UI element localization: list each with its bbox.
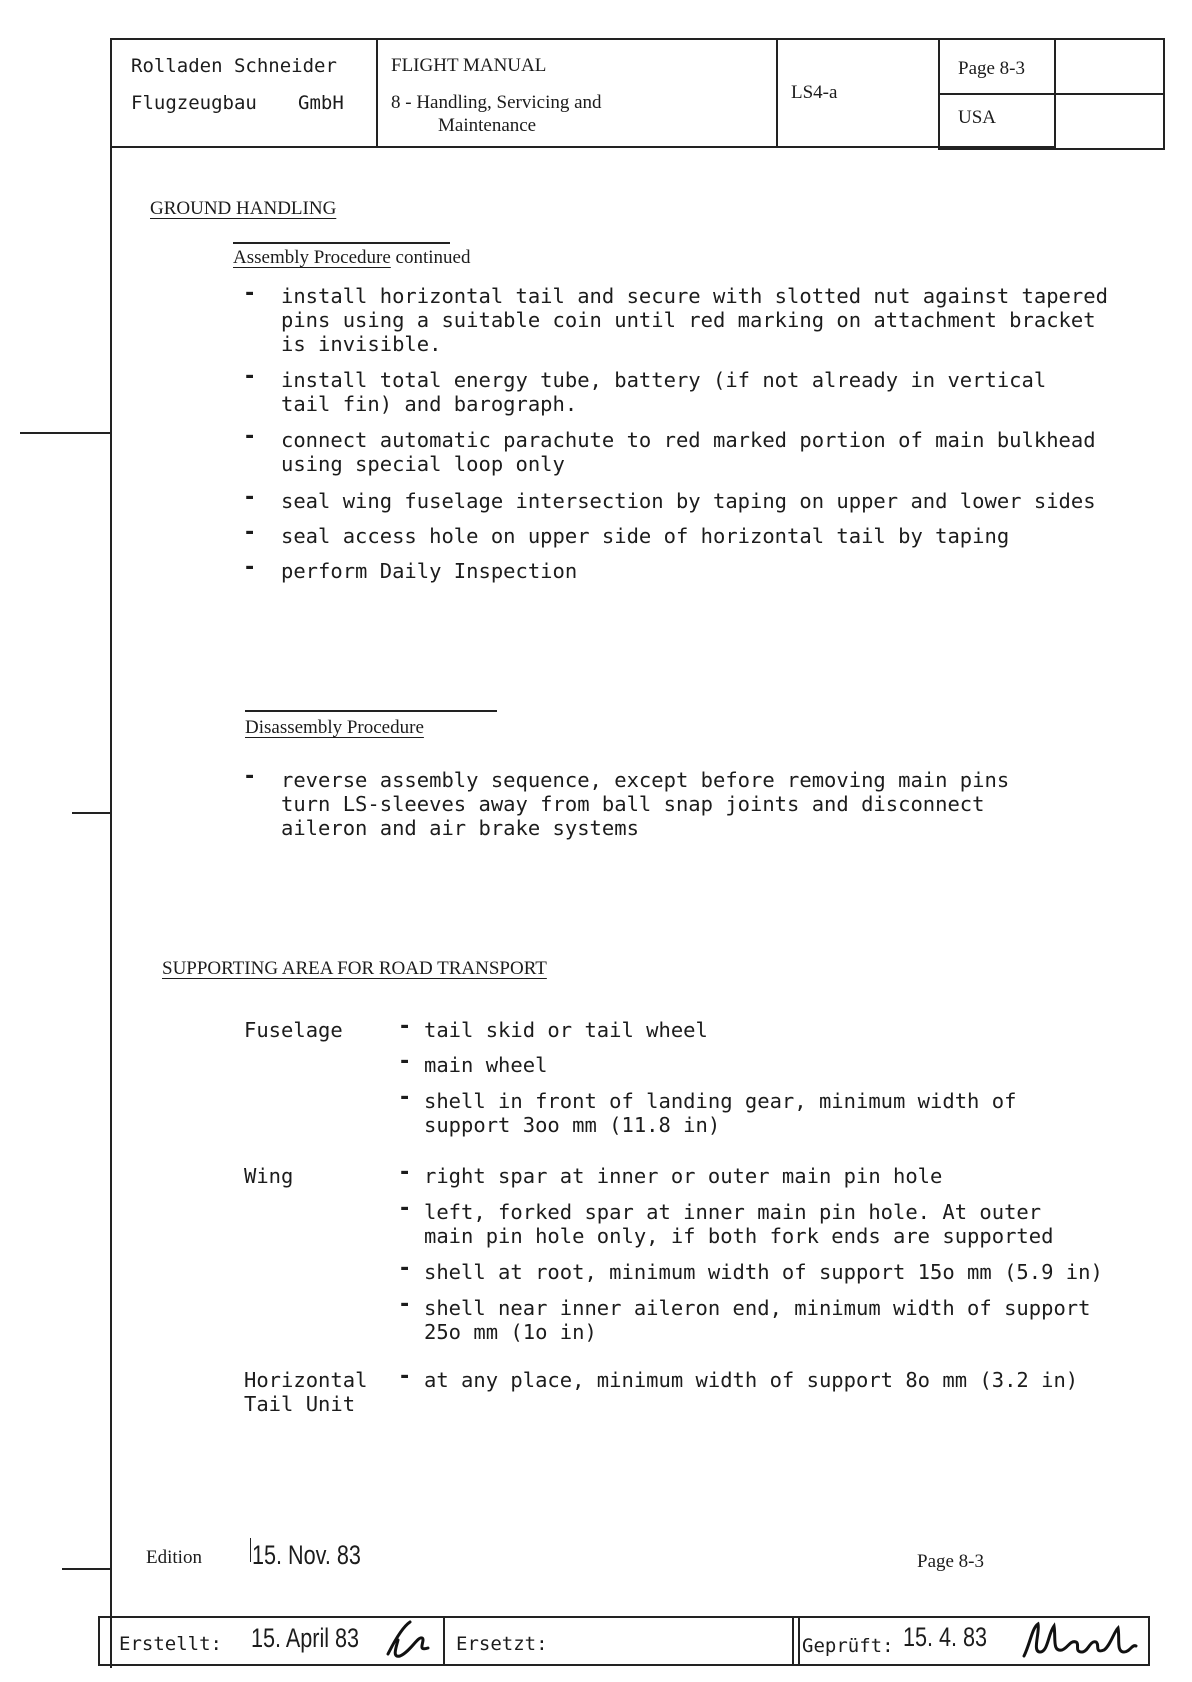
geprueft-date: 15. 4. 83 [903,1622,988,1652]
edition-label: Edition [146,1547,202,1568]
list-item [424,1200,1053,1248]
signature-mark [382,1618,434,1662]
assembly-title: Assembly Procedure [233,247,391,268]
list-item [424,1296,1090,1344]
list-item [424,1089,1016,1137]
list-item-line: shell in front of landing gear, minimum width of [424,1089,1017,1113]
group-label-horizontal-tail [244,1368,367,1416]
list-item-line: reverse assembly sequence, except before removing main pins [281,768,1010,792]
bullet-dash: - [398,1085,412,1110]
list-item-line: pins using a suitable coin until red marking on attachment bracket [281,308,1096,332]
list-item [281,559,577,583]
footer-page-number: Page 8-3 [917,1551,985,1572]
footer-divider-2 [792,1616,794,1666]
bullet-dash: - [398,1160,412,1185]
bullet-dash: - [398,1364,412,1389]
edition-date: 15. Nov. 83 [252,1540,361,1570]
list-item: at any place, minimum width of support 8o mm (3.2 in) [424,1368,1079,1392]
left-margin-line [110,146,112,1668]
company-legal-form: GmbH [298,92,344,114]
footer-divider-2b [798,1616,800,1666]
disassembly-heading-rule [245,710,497,712]
edition-tick [250,1538,251,1562]
header-page-number: Page 8-3 [958,58,1026,79]
bullet-dash: - [398,1196,412,1221]
assembly-heading-rule [233,242,450,244]
list-item-line: install horizontal tail and secure with slotted nut against tapered [281,284,1108,308]
chapter-title-cont: Maintenance [438,115,537,136]
signature-mark [1018,1618,1138,1662]
model-label: LS4-a [791,82,838,103]
bullet-dash: - [243,764,257,789]
margin-tick [72,812,110,814]
list-item: right spar at inner or outer main pin hole [424,1164,943,1188]
list-item-line: perform Daily Inspection [281,559,578,583]
section-title-road-transport: SUPPORTING AREA FOR ROAD TRANSPORT [162,958,547,979]
bullet-dash: - [243,364,257,389]
list-item [281,768,1009,840]
disassembly-title: Disassembly Procedure [245,717,424,738]
company-type: Flugzeugbau [131,92,257,114]
list-item-line: tail fin) and barograph. [281,392,578,416]
margin-tick [20,432,110,434]
bullet-dash: - [243,485,257,510]
header-country: USA [958,107,997,128]
group-label-wing: Wing [244,1164,294,1188]
footer-divider-1 [443,1616,445,1666]
list-item-line: is invisible. [281,332,442,356]
group-label-line: Tail Unit [244,1392,356,1416]
bullet-dash: - [243,520,257,545]
list-item [281,428,1096,476]
list-item-line: using special loop only [281,452,565,476]
list-item: shell at root, minimum width of support 15o mm (5.9 in) [424,1260,1103,1284]
margin-tick [62,1568,110,1570]
bullet-dash: - [243,555,257,580]
list-item-line: aileron and air brake systems [281,816,639,840]
list-item: main wheel [424,1053,548,1077]
group-label-line: Horizontal [244,1368,368,1392]
assembly-heading [233,246,470,270]
list-item [281,284,1108,356]
list-item-line: seal wing fuselage intersection by taping on upper and lower sides [281,489,1096,513]
list-item-line: 25o mm (1o in) [424,1320,597,1344]
list-item: tail skid or tail wheel [424,1018,708,1042]
erstellt-label: Erstellt: [119,1633,222,1655]
company-name: Rolladen Schneider [131,55,337,77]
manual-title: FLIGHT MANUAL [391,55,547,76]
list-item-line: install total energy tube, battery (if not already in vertical [281,368,1047,392]
section-title-ground-handling: GROUND HANDLING [150,198,337,219]
list-item [281,489,1096,513]
bullet-dash: - [243,281,257,306]
list-item-line: turn LS-sleeves away from ball snap joints and disconnect [281,792,985,816]
header-page-divider [938,93,1165,95]
list-item-line: left, forked spar at inner main pin hole. At outer [424,1200,1042,1224]
list-item-line: main pin hole only, if both fork ends are supported [424,1224,1054,1248]
list-item-line: connect automatic parachute to red marked portion of main bulkhead [281,428,1096,452]
bullet-dash: - [398,1049,412,1074]
list-item [281,368,1046,416]
list-item-line: support 3oo mm (11.8 in) [424,1113,721,1137]
list-item [281,524,1009,548]
header-divider-2 [776,38,778,148]
chapter-title: 8 - Handling, Servicing and [391,92,602,113]
ersetzt-label: Ersetzt: [456,1633,548,1655]
header-divider-1 [376,38,378,148]
bullet-dash: - [398,1292,412,1317]
erstellt-date: 15. April 83 [251,1623,360,1653]
bullet-dash: - [398,1256,412,1281]
geprueft-label: Geprüft: [802,1635,894,1657]
assembly-suffix: continued [395,247,471,268]
list-item-line: shell near inner aileron end, minimum width of support [424,1296,1091,1320]
group-label-fuselage: Fuselage [244,1018,343,1042]
list-item-line: seal access hole on upper side of horizontal tail by taping [281,524,1010,548]
bullet-dash: - [398,1014,412,1039]
bullet-dash: - [243,424,257,449]
